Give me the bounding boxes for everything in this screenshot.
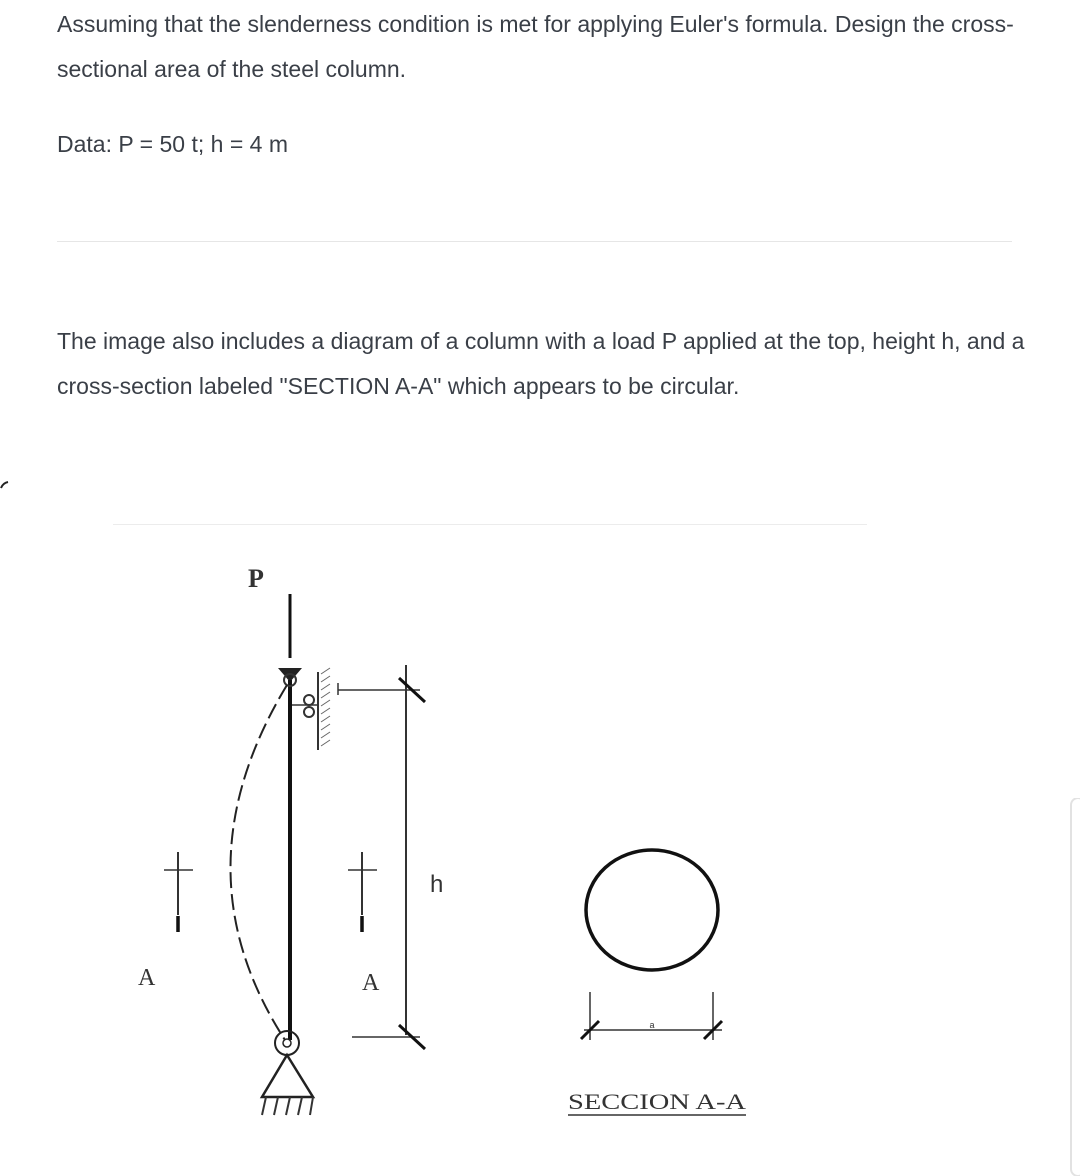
height-dimension [338,665,425,1049]
image-description: The image also includes a diagram of a column with a load P applied at the top, height h, and a cross-section labeled "SECTION A-A" which appears to be circular. [57,328,1025,399]
diameter-label: a [649,1020,655,1030]
height-label: h [430,871,444,898]
load-label: P [248,564,264,593]
figure-divider [113,524,867,525]
section-cut-left [164,852,193,932]
circular-cross-section [586,850,718,970]
divider [57,241,1012,242]
section-cut-right-label: A [362,970,380,996]
section-cut-left-label: A [138,965,156,991]
buckled-shape [230,685,287,1040]
section-cut-right [348,852,377,932]
section-title: SECCION A-A [568,1089,747,1114]
column-diagram [0,540,1080,1176]
bottom-pin-support [262,1031,313,1115]
problem-data: Data: P = 50 t; h = 4 m [57,131,288,157]
diameter-dimension [581,992,722,1040]
edge-cursor-mark [0,478,12,492]
problem-statement: Assuming that the slenderness condition is met for applying Euler's formula. Design the cross-sectional area of the steel column. [57,11,1014,82]
